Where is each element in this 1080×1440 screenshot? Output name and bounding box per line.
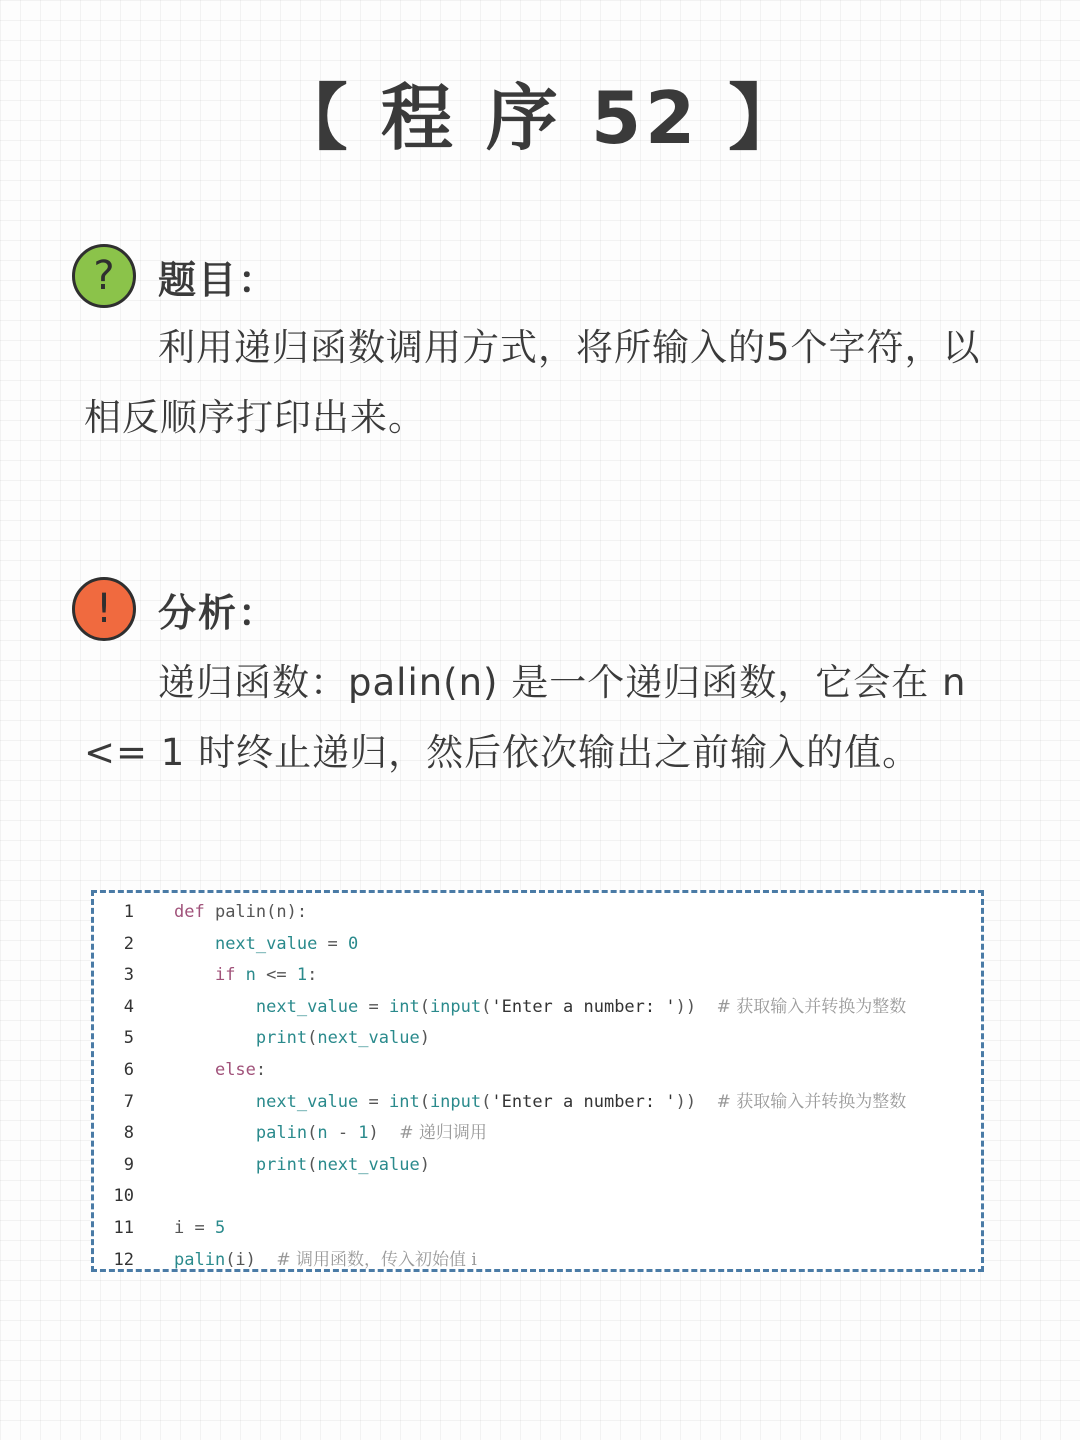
analysis-heading: 分析： — [158, 590, 279, 635]
code-token: 'Enter a number: ' — [491, 1091, 676, 1112]
line-number: 1 — [123, 902, 134, 922]
code-line — [94, 1023, 981, 1055]
code-token: # 递归调用 — [399, 1123, 487, 1144]
code-token: print — [255, 1028, 308, 1049]
page-title: 【 程 序 52 】 — [275, 76, 805, 160]
question-section-header — [72, 244, 278, 308]
code-text — [174, 1213, 225, 1245]
code-line — [94, 897, 981, 929]
code-token: # 获取输入并转换为整数 — [716, 1091, 907, 1112]
code-token: )) — [675, 996, 717, 1017]
code-token: - — [327, 1123, 359, 1144]
code-token: # 获取输入并转换为整数 — [716, 996, 907, 1017]
code-token: ( — [307, 1028, 318, 1049]
line-number: 5 — [123, 1028, 134, 1049]
code-token: next_value — [317, 1028, 420, 1049]
code-token: <= — [255, 965, 297, 986]
code-line — [94, 1245, 981, 1272]
code-token: 5 — [214, 1218, 226, 1238]
code-token: next_value — [317, 1154, 420, 1175]
code-token: int — [388, 1091, 420, 1112]
code-line — [94, 1181, 981, 1213]
code-token: = — [358, 1091, 389, 1112]
code-token: 0 — [348, 933, 359, 954]
code-token: ( — [481, 996, 492, 1017]
code-token: next_value — [214, 933, 318, 954]
analysis-section-header — [72, 577, 278, 641]
code-text — [174, 1245, 477, 1272]
line-number: 7 — [123, 1091, 134, 1112]
code-token: ) — [419, 1154, 430, 1175]
code-token: n — [235, 965, 256, 986]
line-number: 9 — [123, 1154, 134, 1175]
code-token: 1 — [358, 1123, 369, 1144]
code-token: # 调用函数，传入初始值 i — [276, 1249, 477, 1270]
code-text — [174, 1118, 487, 1150]
code-token: else — [214, 1060, 256, 1080]
code-line — [94, 1087, 981, 1119]
line-number: 4 — [123, 996, 134, 1017]
code-text — [174, 960, 317, 992]
code-token: int — [388, 996, 420, 1017]
code-token: : — [307, 965, 318, 986]
code-token: ( — [419, 996, 430, 1017]
question-heading: 题目： — [158, 257, 279, 302]
code-token: palin — [255, 1123, 308, 1144]
code-token: next_value — [255, 1091, 359, 1112]
code-line — [94, 960, 981, 992]
code-token: def — [174, 902, 205, 922]
exclamation-icon: ! — [72, 577, 136, 641]
code-token: = — [317, 933, 349, 954]
line-number: 6 — [123, 1060, 134, 1080]
code-text — [174, 897, 307, 929]
code-token: 1 — [296, 965, 308, 986]
code-text — [174, 992, 906, 1024]
code-text — [174, 1150, 430, 1182]
code-token: ) — [368, 1123, 400, 1144]
code-text — [174, 1055, 266, 1087]
question-text: 利用递归函数调用方式，将所输入的5个字符，以相反顺序打印出来。 — [84, 326, 981, 439]
code-line — [94, 1055, 981, 1087]
code-line — [94, 929, 981, 961]
code-token: ( — [307, 1154, 318, 1175]
code-token: (i) — [225, 1249, 277, 1270]
code-token: = — [358, 996, 389, 1017]
line-number: 8 — [123, 1123, 134, 1144]
code-text — [174, 1023, 430, 1055]
code-token: 'Enter a number: ' — [491, 996, 676, 1017]
code-text — [174, 929, 358, 961]
code-token: ( — [481, 1091, 492, 1112]
code-line — [94, 1150, 981, 1182]
code-line — [94, 1213, 981, 1245]
code-text — [174, 1087, 906, 1119]
code-token: input — [429, 996, 482, 1017]
code-token: print — [255, 1154, 308, 1175]
question-mark-icon: ? — [72, 244, 136, 308]
code-token: ) — [419, 1028, 430, 1049]
line-number: 11 — [113, 1218, 134, 1238]
code-block — [91, 890, 984, 1272]
code-token: ( — [419, 1091, 430, 1112]
code-token: palin — [174, 1249, 226, 1270]
code-token: next_value — [255, 996, 359, 1017]
line-number: 10 — [113, 1186, 134, 1207]
code-token: )) — [675, 1091, 717, 1112]
code-token: i = — [174, 1218, 215, 1238]
line-number: 3 — [123, 965, 134, 986]
code-line — [94, 992, 981, 1024]
code-token: n — [317, 1123, 328, 1144]
line-number: 12 — [113, 1249, 134, 1270]
code-token: ( — [307, 1123, 318, 1144]
line-number: 2 — [123, 933, 134, 954]
code-token: palin(n): — [204, 902, 308, 922]
code-line — [94, 1118, 981, 1150]
code-token: if — [214, 965, 236, 986]
code-token: input — [429, 1091, 482, 1112]
code-token: : — [255, 1060, 267, 1080]
analysis-text: 递归函数：palin(n) 是一个递归函数，它会在 n <= 1 时终止递归，然后依次输出之前输入的值。 — [84, 661, 967, 774]
